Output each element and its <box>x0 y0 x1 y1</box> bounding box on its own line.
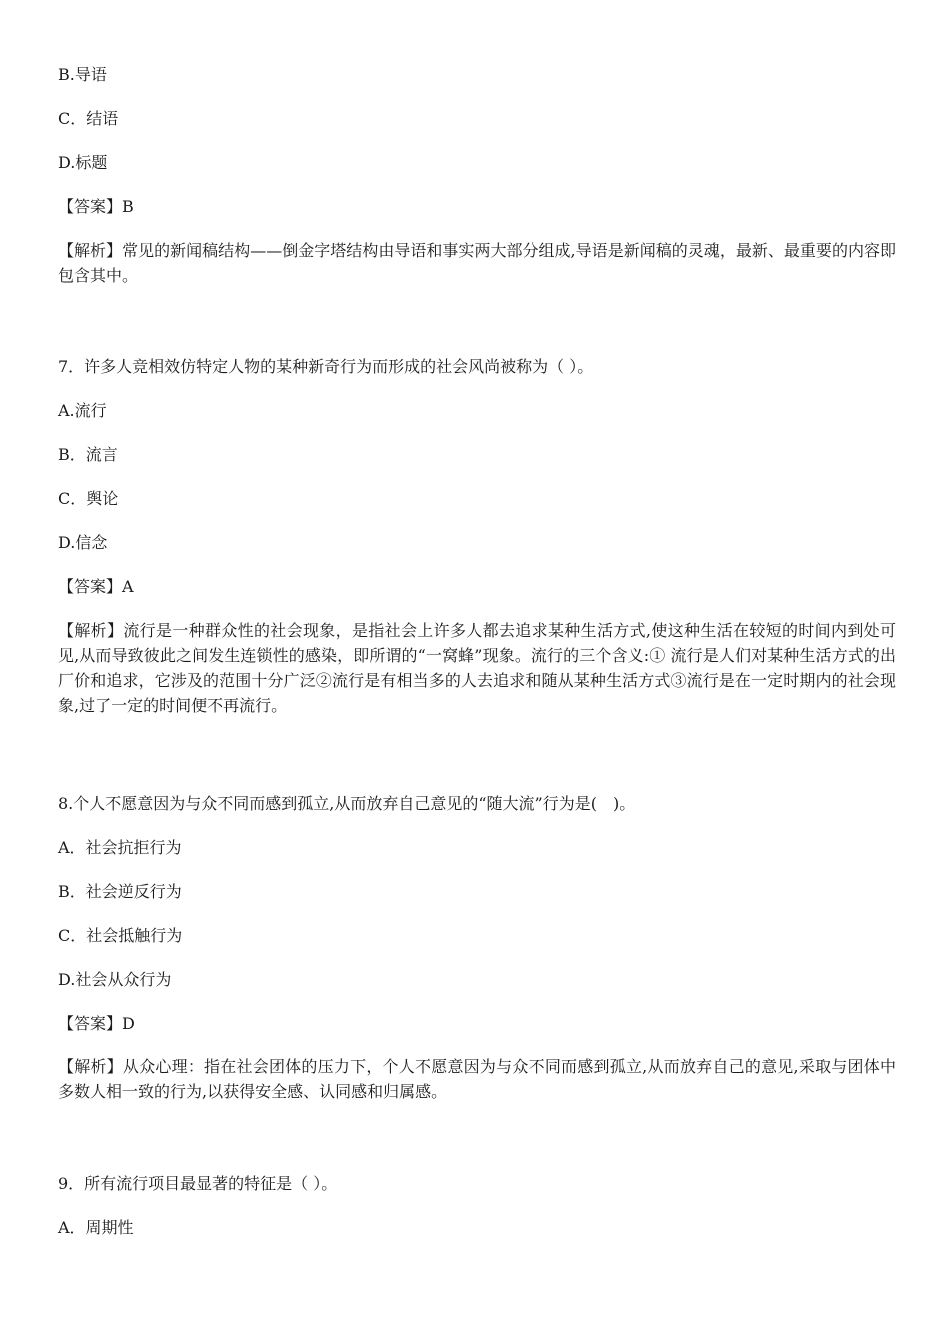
q7-analysis: 【解析】流行是一种群众性的社会现象，是指社会上许多人都去追求某种生活方式,使这种生活在较短的时间内到处可见,从而导致彼此之间发生连锁性的感染，即所谓的“一窝蜂”现象。流行的三个含义:① 流行是人们对某种生活方式的出厂价和追求，它涉及的范围十分广泛②流行是有相当多的人去追求和随从某种生活方式③流行是在一定时期内的社会现象,过了一定的时间便不再流行。 <box>58 621 896 715</box>
q7-answer: 【答案】A <box>58 577 134 596</box>
q6-option-c: C．结语 <box>58 109 119 128</box>
q6-option-d: D.标题 <box>58 153 108 172</box>
q7-option-a: A.流行 <box>58 401 107 420</box>
q6-option-b: B.导语 <box>58 65 107 84</box>
q8-option-c: C．社会抵触行为 <box>58 926 183 945</box>
q7-option-c: C．舆论 <box>58 489 119 508</box>
q8-option-b: B．社会逆反行为 <box>58 882 182 901</box>
q8-answer: 【答案】D <box>58 1014 135 1033</box>
q9-question: 9．所有流行项目最显著的特征是（ ）。 <box>58 1174 338 1193</box>
q7-option-d: D.信念 <box>58 533 108 552</box>
q7-question: 7．许多人竞相效仿特定人物的某种新奇行为而形成的社会风尚被称为（ ）。 <box>58 357 594 376</box>
q8-question: 8.个人不愿意因为与众不同而感到孤立,从而放弃自己意见的“随大流”行为是( )。 <box>58 794 636 813</box>
q6-answer: 【答案】B <box>58 197 134 216</box>
q8-option-d: D.社会从众行为 <box>58 970 172 989</box>
q6-analysis: 【解析】常见的新闻稿结构——倒金字塔结构由导语和事实两大部分组成,导语是新闻稿的灵魂，最新、最重要的内容即包含其中。 <box>58 241 896 285</box>
q9-option-a: A．周期性 <box>58 1218 134 1237</box>
q7-option-b: B．流言 <box>58 445 118 464</box>
q8-option-a: A．社会抗拒行为 <box>58 838 182 857</box>
q8-analysis: 【解析】从众心理：指在社会团体的压力下，个人不愿意因为与众不同而感到孤立,从而放弃自己的意见,采取与团体中多数人相一致的行为,以获得安全感、认同感和归属感。 <box>58 1057 896 1101</box>
